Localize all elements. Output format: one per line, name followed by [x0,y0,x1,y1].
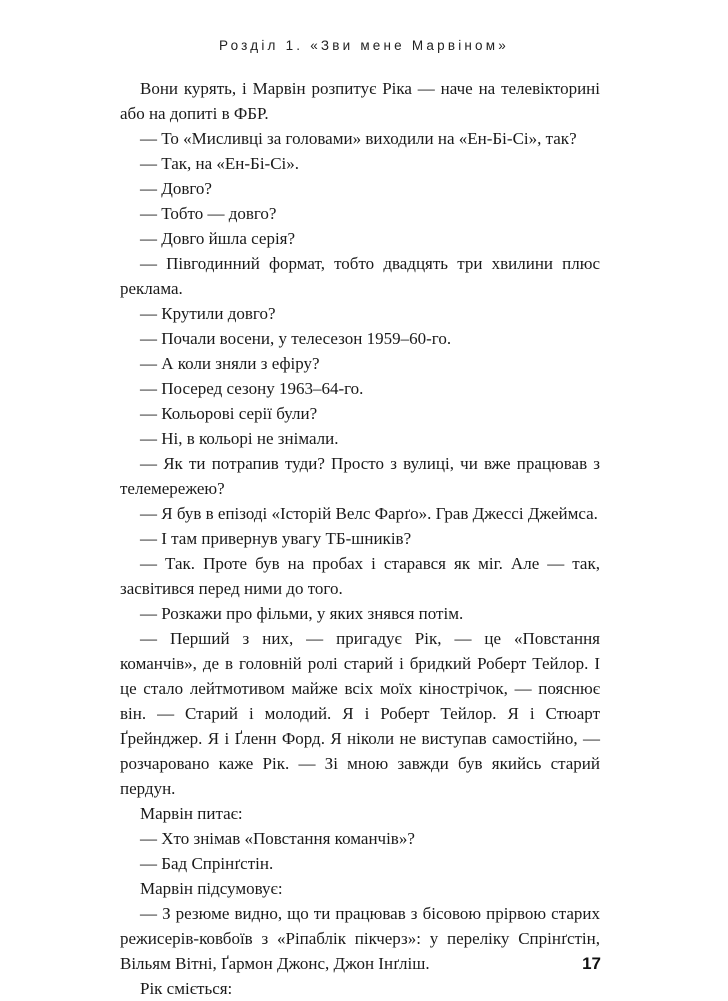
paragraph: — Довго йшла серія? [140,229,296,248]
paragraph: — Як ти потрапив туди? Просто з вулиці, чи вже працював з телемережею? [120,454,600,498]
paragraph: Рік сміється: [140,979,233,998]
running-head: Розділ 1. «Зви мене Марвіном» [219,38,509,53]
paragraph: — А коли зняли з ефіру? [140,354,320,373]
paragraph: — З резюме видно, що ти працював з бісовою прірвою старих режисерів-ковбоїв з «Ріпаблік пікчерз»: у переліку Спрінґстін, Вільям Вітні, Ґармон Джонс, Джон Інґліш. [120,904,600,973]
paragraph: — Перший з них, — пригадує Рік, — це «Повстання команчів», де в головній ролі старий і бридкий Роберт Тейлор. І це стало лейтмотивом майже всіх моїх кінострічок, — пояснює він. — Старий і молодий. Я і Роберт Тейлор. Я і Стюарт Ґрейнджер. Я і Ґленн Форд. Я ніколи не виступав самостійно, — розчаровано каже Рік. — Зі мною завжди був якийсь старий пердун. [120,629,600,798]
body-text [120,76,600,1001]
paragraph: Марвін підсумовує: [140,879,283,898]
paragraph: — Довго? [140,179,212,198]
paragraph: — То «Мисливці за головами» виходили на «Ен-Бі-Сі», так? [140,129,577,148]
paragraph: — Посеред сезону 1963–64-го. [140,379,364,398]
paragraph: — Ні, в кольорі не знімали. [140,429,339,448]
paragraph: Вони курять, і Марвін розпитує Ріка — наче на телевікторині або на допиті в ФБР. [120,79,600,123]
paragraph: Марвін питає: [140,804,243,823]
paragraph: — Хто знімав «Повстання команчів»? [140,829,415,848]
paragraph: — Крутили довго? [140,304,276,323]
paragraph: — І там привернув увагу ТБ-шників? [140,529,412,548]
paragraph: — Розкажи про фільми, у яких знявся потім. [140,604,464,623]
paragraph: — Півгодинний формат, тобто двадцять три хвилини плюс реклама. [120,254,600,298]
paragraph: — Я був в епізоді «Історій Велс Фарґо». Грав Джессі Джеймса. [140,504,598,523]
paragraph: — Кольорові серії були? [140,404,318,423]
paragraph: — Так, на «Ен-Бі-Сі». [140,154,300,173]
page-number: 17 [582,954,601,973]
paragraph: — Тобто — довго? [140,204,277,223]
paragraph: — Так. Проте був на пробах і старався як міг. Але — так, засвітився перед ними до того. [120,554,600,598]
paragraph: — Почали восени, у телесезон 1959–60-го. [140,329,452,348]
paragraph: — Бад Спрінґстін. [140,854,274,873]
